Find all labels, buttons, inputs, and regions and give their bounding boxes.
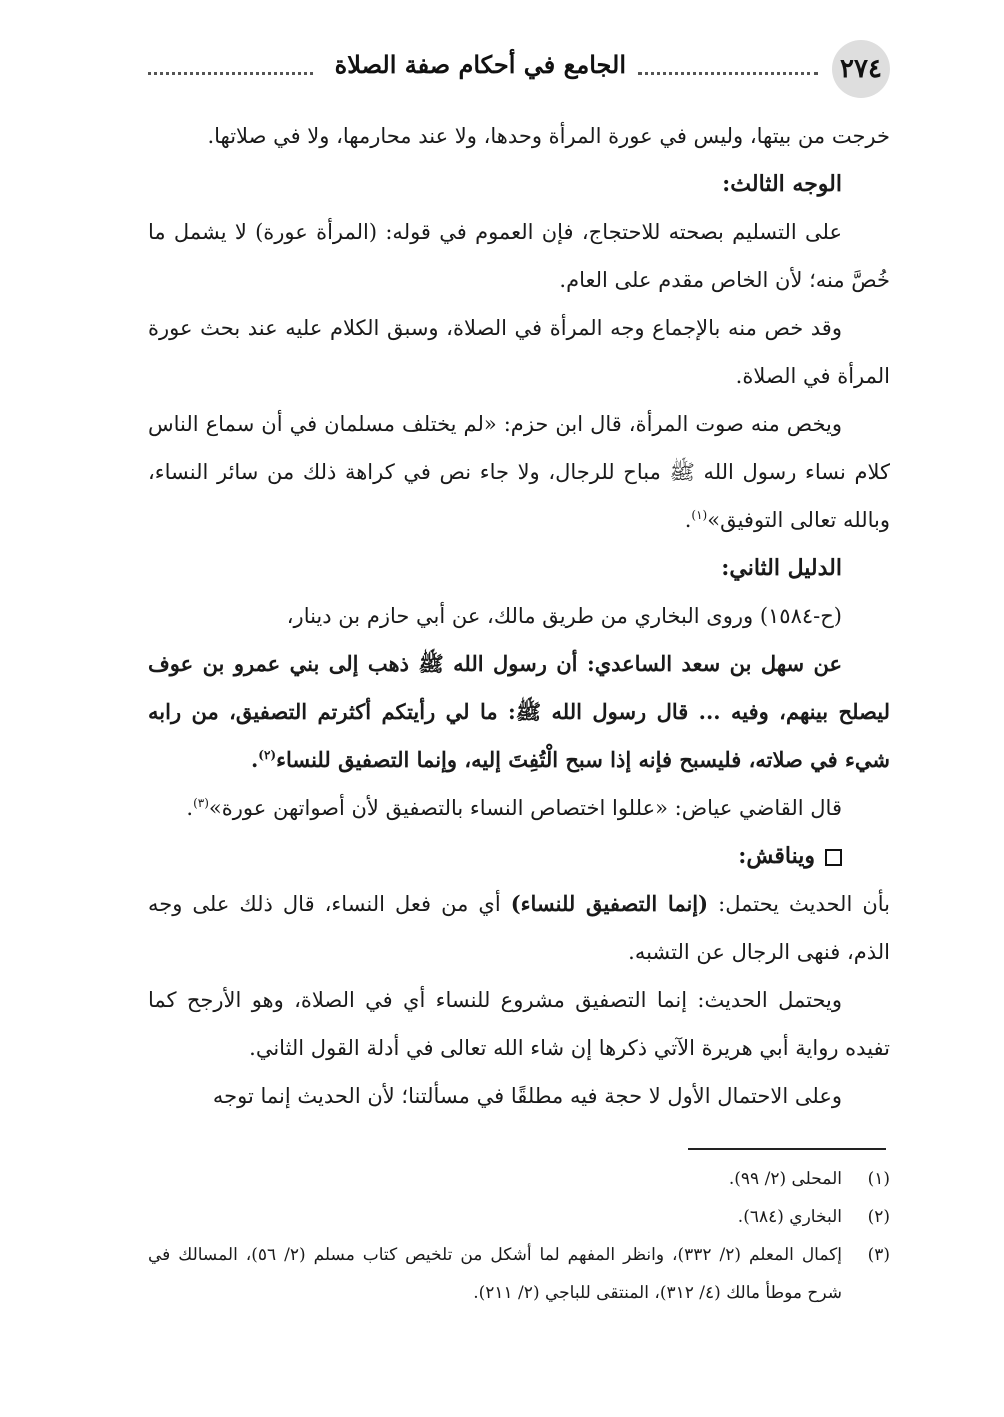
header-dots-right [638,60,818,75]
footnote-text: إكمال المعلم (٢/ ٣٣٢)، وانظر المفهم لما أشكل من تلخيص كتاب مسلم (٢/ ٥٦)، المسالك في شرح موطأ مالك (٤/ ٣١٢)، المنتقى للباجي (٢/ ٢١١). [148,1245,842,1303]
paragraph-7-end: . [186,796,194,820]
footnote-item [148,1198,890,1236]
paragraph-4-end: . [684,508,692,532]
paragraph-8 [148,880,890,976]
footnote-number: (٢) [867,1207,890,1227]
paragraph-8-c: أي من فعل النساء، قال ذلك على وجه الذم، فنهى الرجال عن التشبه. [148,892,890,964]
heading-third-aspect: الوجه الثالث: [722,171,842,197]
paragraph-4-text: ويخص منه صوت المرأة، قال ابن حزم: «لم يختلف مسلمان في أن سماع الناس كلام نساء رسول الله ﷺ مباح للرجال، ولا جاء نص في كراهة ذلك من سائر النساء، وبالله تعالى التوفيق» [148,412,890,532]
hadith-text [148,640,890,784]
paragraph-7 [148,784,890,832]
footnote-item [148,1160,890,1198]
paragraph-7-text: قال القاضي عياض: «عللوا اختصاص النساء بالتصفيق لأن أصواتهن عورة» [208,796,842,820]
paragraph-8-quote: (إنما التصفيق للنساء) [510,891,709,916]
footnote-item [148,1236,890,1312]
paragraph-9: ويحتمل الحديث: إنما التصفيق مشروع للنساء أي في الصلاة، وهو الأرجح كما تفيده رواية أبي هريرة الآتي ذكرها إن شاء الله تعالى في أدلة القول الثاني. [148,988,890,1060]
footnotes [148,1160,890,1312]
paragraph-4 [148,400,890,544]
paragraph-3: وقد خص منه بالإجماع وجه المرأة في الصلاة، وسبق الكلام عليه عند بحث عورة المرأة في الصلاة. [148,316,890,388]
header-title: الجامع في أحكام صفة الصلاة [334,50,626,79]
footnote-number: (٣) [867,1245,890,1265]
paragraph-5: (ح-١٥٨٤) وروى البخاري من طريق مالك، عن أبي حازم بن دينار، [286,604,842,628]
heading-second-evidence: الدليل الثاني: [721,555,842,581]
footnote-separator [688,1148,886,1150]
footnote-ref-3: (٣) [193,796,209,810]
heading-discussion-label: ويناقش: [738,843,815,869]
footnote-text: المحلى (٢/ ٩٩). [728,1169,842,1189]
header-dots-left [148,60,313,75]
page-number: ٢٧٤ [832,40,890,98]
footnote-ref-2: (٢) [258,748,277,762]
paragraph-1: خرجت من بيتها، وليس في عورة المرأة وحدها، ولا عند محارمها، ولا في صلاتها. [207,124,890,148]
hadith-text-body: عن سهل بن سعد الساعدي: أن رسول الله ﷺ ذهب إلى بني عمرو بن عوف ليصلح بينهم، وفيه ... قال رسول الله ﷺ: ما لي رأيتكم أكثرتم التصفيق، من رابه شيء في صلاته، فليسبح فإنه إذا سبح الْتُفِتَ إليه، وإنما التصفيق للنساء [148,651,890,772]
body-text [148,112,890,1120]
paragraph-8-a: بأن الحديث يحتمل: [708,892,890,916]
checkbox-square-icon [825,849,842,866]
footnote-number: (١) [867,1169,890,1189]
footnote-ref-1: (١) [691,508,708,522]
paragraph-2: على التسليم بصحته للاحتجاج، فإن العموم في قوله: (المرأة عورة) لا يشمل ما خُصَّ منه؛ لأن الخاص مقدم على العام. [148,220,890,292]
heading-discussion [148,832,890,880]
page-header [148,40,890,106]
paragraph-10: وعلى الاحتمال الأول لا حجة فيه مطلقًا في مسألتنا؛ لأن الحديث إنما توجه [212,1084,842,1108]
hadith-text-end: . [250,747,259,772]
footnote-text: البخاري (٦٨٤). [737,1207,842,1227]
